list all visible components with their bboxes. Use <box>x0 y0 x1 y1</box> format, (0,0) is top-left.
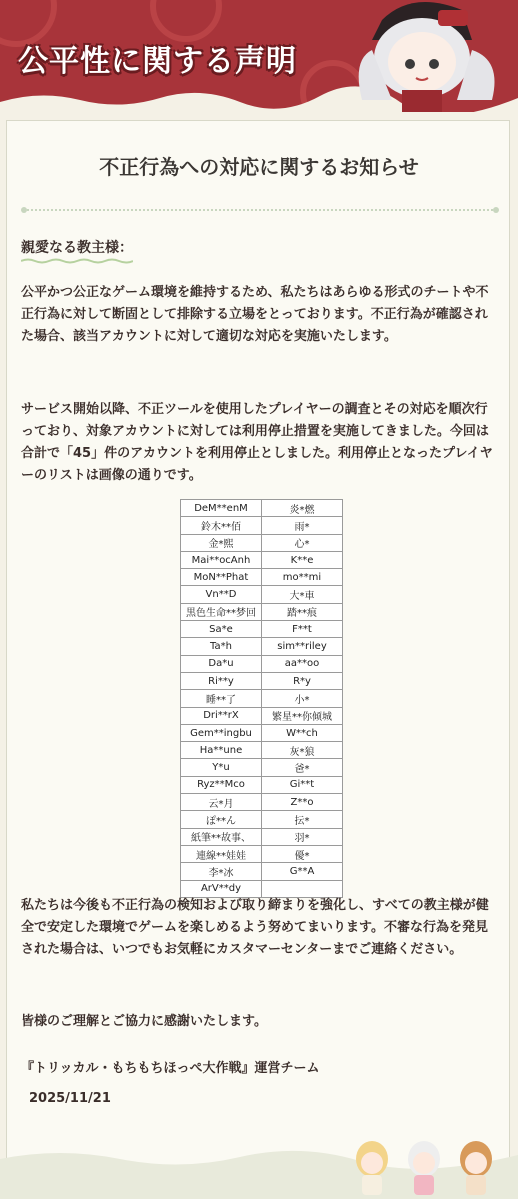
table-row <box>181 500 343 517</box>
table-cell: 小* <box>262 690 343 707</box>
table-cell: 黒色生命**梦回 <box>181 603 262 620</box>
table-cell: 云*月 <box>181 794 262 811</box>
table-cell: Ri**y <box>181 672 262 689</box>
table-cell: ぽ**ん <box>181 811 262 828</box>
table-cell: Gi**t <box>262 776 343 793</box>
table-row <box>181 863 343 880</box>
paragraph-thanks: 皆様のご理解とご協力に感謝いたします。 <box>21 1014 267 1029</box>
notice-card <box>6 120 510 1199</box>
table-row <box>181 845 343 862</box>
table-cell: 繁星**你倾城 <box>262 707 343 724</box>
notice-title: 不正行為への対応に関するお知らせ <box>99 155 419 179</box>
table-row <box>181 811 343 828</box>
table-row <box>181 742 343 759</box>
table-cell: 心* <box>262 534 343 551</box>
table-row <box>181 586 343 603</box>
table-row <box>181 672 343 689</box>
table-cell: Y*u <box>181 759 262 776</box>
table-cell: sim**riley <box>262 638 343 655</box>
table-cell: mo**mi <box>262 569 343 586</box>
table-row <box>181 759 343 776</box>
table-cell: 睡**了 <box>181 690 262 707</box>
table-cell: 連線**娃娃 <box>181 845 262 862</box>
table-row <box>181 534 343 551</box>
banner-title: 公平性に関する声明 <box>18 44 297 79</box>
signature: 『トリッカル・もちもちほっぺ大作戦』運営チーム <box>21 1061 320 1076</box>
table-cell: DeM**enM <box>181 500 262 517</box>
table-row <box>181 655 343 672</box>
table-cell: G**A <box>262 863 343 880</box>
greeting: 親愛なる教主様： <box>21 240 133 256</box>
table-cell: Dri**rX <box>181 707 262 724</box>
table-cell: Z**o <box>262 794 343 811</box>
banned-accounts-table <box>180 499 343 898</box>
table-cell: 抎* <box>262 811 343 828</box>
mascot-character-illustration <box>342 0 512 112</box>
table-row <box>181 724 343 741</box>
paragraph-ban-summary: サービス開始以降、不正ツールを使用したプレイヤーの調査とその対応を順次行っており、対象アカウントに対しては利用停止措置を実施してきました。今回は合計で「45」件のアカウントを利用停止としました。利用停止となったプレイヤーのリストは画像の通りです。 <box>21 402 493 483</box>
table-cell: 羽* <box>262 828 343 845</box>
table-cell: 李*冰 <box>181 863 262 880</box>
header-banner <box>0 0 518 112</box>
table-row <box>181 794 343 811</box>
table-cell: Sa*e <box>181 621 262 638</box>
notice-date: 2025/11/21 <box>29 1091 111 1106</box>
table-cell: 灰*狼 <box>262 742 343 759</box>
table-row <box>181 621 343 638</box>
paragraph-policy: 公平かつ公正なゲーム環境を維持するため、私たちはあらゆる形式のチートや不正行為に対して断固として排除する立場をとっております。不正行為が確認された場合、該当アカウントに対して適切な対応を実施いたします。 <box>21 285 489 344</box>
table-row <box>181 690 343 707</box>
table-cell: MoN**Phat <box>181 569 262 586</box>
table-cell: 雨* <box>262 517 343 534</box>
table-row <box>181 551 343 568</box>
table-cell: F**t <box>262 621 343 638</box>
table-row <box>181 638 343 655</box>
table-cell: Gem**ingbu <box>181 724 262 741</box>
table-cell: K**e <box>262 551 343 568</box>
table-cell: aa**oo <box>262 655 343 672</box>
table-cell: 炎*燃 <box>262 500 343 517</box>
table-cell: 優* <box>262 845 343 862</box>
table-row <box>181 707 343 724</box>
table-cell: 大*車 <box>262 586 343 603</box>
table-row <box>181 603 343 620</box>
table-row <box>181 517 343 534</box>
greeting-underline <box>21 258 133 264</box>
table-cell: 鈴木**佰 <box>181 517 262 534</box>
table-cell: Da*u <box>181 655 262 672</box>
table-cell: Vn**D <box>181 586 262 603</box>
table-row <box>181 828 343 845</box>
table-cell: 爸* <box>262 759 343 776</box>
table-cell: Ryz**Mco <box>181 776 262 793</box>
table-cell: Ha**une <box>181 742 262 759</box>
footer-decoration <box>0 1119 518 1199</box>
table-cell: 踏**痕 <box>262 603 343 620</box>
table-cell: W**ch <box>262 724 343 741</box>
table-cell: Ta*h <box>181 638 262 655</box>
table-cell: 金*熙 <box>181 534 262 551</box>
table-cell: R*y <box>262 672 343 689</box>
dotted-divider <box>23 209 497 211</box>
table-row <box>181 569 343 586</box>
table-cell: Mai**ocAnh <box>181 551 262 568</box>
paragraph-future-measures: 私たちは今後も不正行為の検知および取り締まりを強化し、すべての教主様が健全で安定した環境でゲームを楽しめるよう努めてまいります。不審な行為を発見された場合は、いつでもお気軽にカスタマーセンターまでご連絡ください。 <box>21 898 489 957</box>
table-cell: ArV**dy <box>181 880 262 897</box>
table-row <box>181 776 343 793</box>
table-cell: 紙筆**故事、 <box>181 828 262 845</box>
